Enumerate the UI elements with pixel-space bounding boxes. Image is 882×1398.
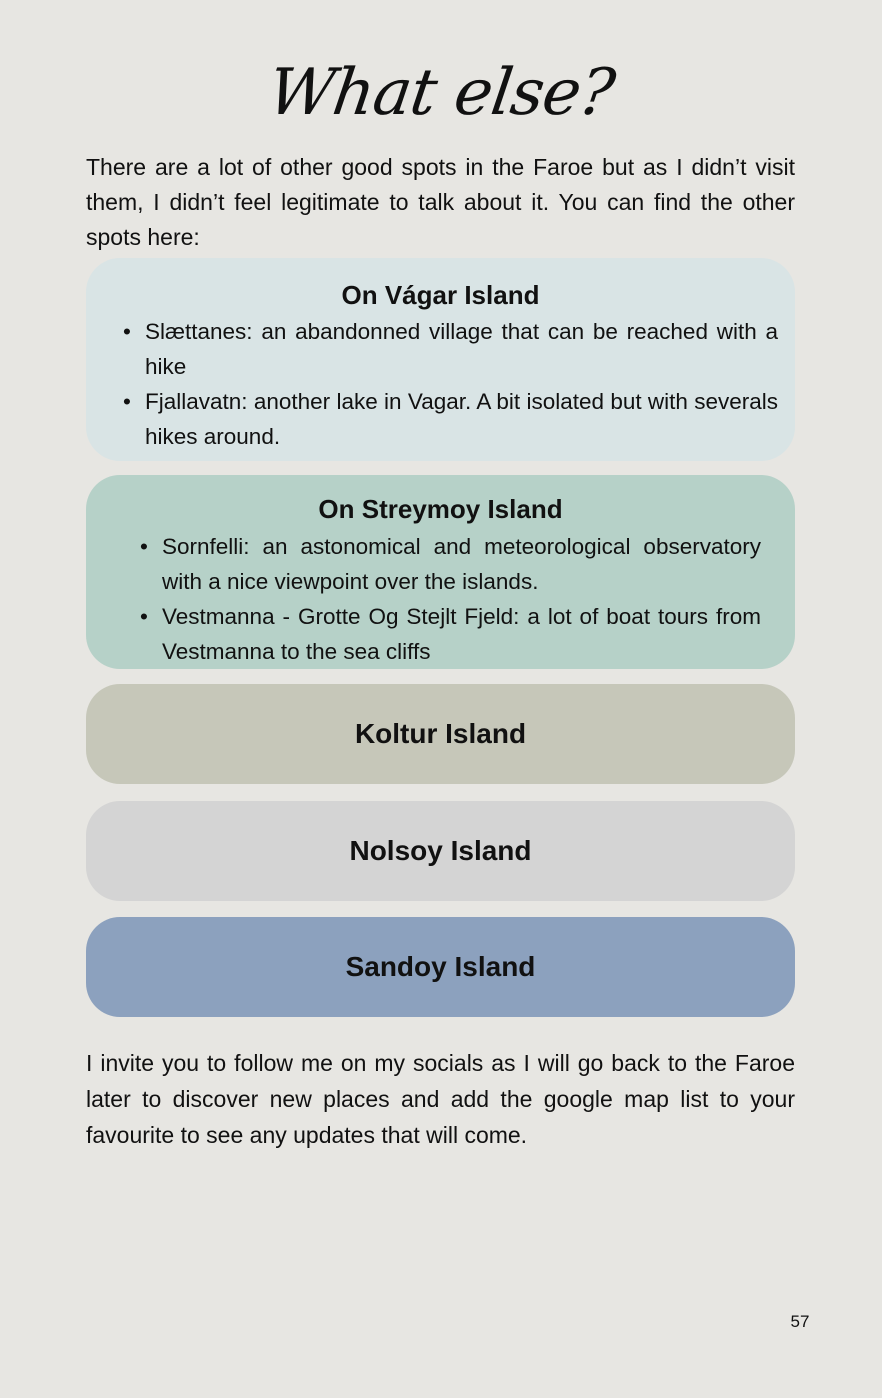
- spot-list: [145, 314, 778, 454]
- list-item: • Vestmanna - Grotte Og Stejlt Fjeld: a lot of boat tours from Vestmanna to the sea cliffs: [162, 599, 761, 669]
- outro-paragraph: I invite you to follow me on my socials as I will go back to the Faroe later to discover new places and add the google map list to your favourite to see any updates that will come.: [86, 1050, 795, 1148]
- list-item: • Slættanes: an abandonned village that can be reached with a hike: [145, 314, 778, 384]
- section-nolsoy: [86, 801, 795, 901]
- page-title: What else?: [263, 56, 619, 130]
- section-koltur: [86, 684, 795, 784]
- section-streymoy: [86, 475, 795, 669]
- section-heading: Koltur Island: [354, 718, 527, 749]
- section-vagar: [86, 258, 795, 461]
- section-heading: Nolsoy Island: [349, 835, 532, 866]
- list-item: • Sornfelli: an astonomical and meteorological observatory with a nice viewpoint over the islands.: [162, 529, 761, 599]
- list-item: • Fjallavatn: another lake in Vagar. A bit isolated but with severals hikes around.: [145, 384, 778, 454]
- page-number: 57: [790, 1312, 810, 1331]
- section-heading: On Vágar Island: [341, 280, 540, 310]
- spot-list: [162, 529, 761, 669]
- section-sandoy: [86, 917, 795, 1017]
- section-heading: On Streymoy Island: [318, 494, 563, 524]
- intro-paragraph: There are a lot of other good spots in the Faroe but as I didn’t visit them, I didn’t feel legitimate to talk about it. You can find the other spots here:: [86, 154, 795, 250]
- section-heading: Sandoy Island: [345, 951, 536, 982]
